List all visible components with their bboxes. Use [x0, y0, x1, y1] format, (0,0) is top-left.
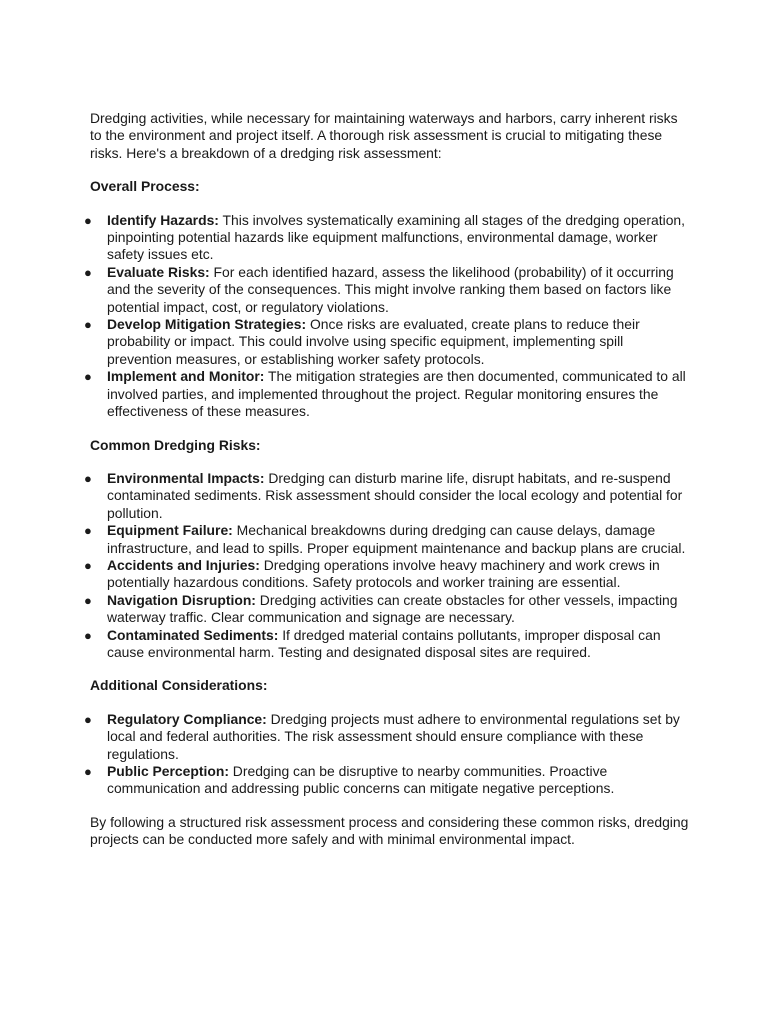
section-heading-common-risks: Common Dredging Risks:	[90, 436, 261, 453]
additional-considerations-list	[84, 710, 690, 798]
item-text: For each identified hazard, assess the likelihood (probability) of it occurring and the severity of the consequences. This might involve ranking them based on factors like potential impact, cost, or regulatory violations.	[107, 263, 674, 315]
list-item	[84, 626, 687, 662]
section-heading-additional-considerations: Additional Considerations:	[90, 677, 268, 694]
bullet-icon: ●	[84, 264, 92, 280]
bullet-icon: ●	[84, 592, 92, 608]
item-text: If dredged material contains pollutants, improper disposal can cause environmental harm. Testing and designated disposal sites are required.	[107, 626, 661, 660]
item-text: Dredging can be disruptive to nearby communities. Proactive communication and addressing public concerns can mitigate negative perceptions.	[107, 763, 615, 797]
list-item	[84, 591, 687, 627]
list-item	[84, 368, 687, 420]
item-text: This involves systematically examining all stages of the dredging operation, pinpointing potential hazards like equipment malfunctions, environmental damage, worker safety issues etc.	[107, 211, 686, 263]
intro-paragraph: Dredging activities, while necessary for maintaining waterways and harbors, carry inherent risks to the environment and project itself. A thorough risk assessment is crucial to mitigating these risks. Here's a breakdown of a dredging risk assessment:	[90, 110, 678, 161]
item-text: Dredging operations involve heavy machinery and work crews in potentially hazardous conditions. Safety protocols and worker training are essential.	[107, 556, 660, 591]
list-item	[84, 522, 687, 557]
document-page	[84, 110, 690, 849]
item-title: Regulatory Compliance:	[107, 710, 267, 727]
common-risks-list	[84, 469, 690, 661]
bullet-icon: ●	[84, 212, 92, 228]
item-text: Dredging can disturb marine life, disrupt habitats, and re-suspend contaminated sediments. Risk assessment should consider the local ecology and potential for pollution.	[107, 469, 683, 521]
list-item	[84, 469, 687, 522]
overall-process-list	[84, 211, 690, 421]
list-item	[84, 316, 687, 368]
item-text: Dredging projects must adhere to environmental regulations set by local and federal authorities. The risk assessment should ensure compliance with these regulations.	[107, 710, 680, 762]
item-title: Accidents and Injuries:	[107, 556, 260, 573]
item-title: Develop Mitigation Strategies:	[107, 316, 307, 333]
item-title: Public Perception:	[107, 763, 229, 779]
item-title: Contaminated Sediments:	[107, 626, 279, 643]
item-text: Once risks are evaluated, create plans to reduce their probability or impact. This could involve using specific equipment, implementing spill prevention measures, or establishing worker safety protocols.	[107, 316, 640, 367]
item-text: Mechanical breakdowns during dredging can cause delays, damage infrastructure, and lead to spills. Proper equipment maintenance and backup plans are crucial.	[107, 522, 686, 556]
bullet-icon: ●	[84, 711, 92, 727]
bullet-icon: ●	[84, 369, 92, 385]
list-item	[84, 211, 687, 264]
bullet-icon: ●	[84, 764, 92, 779]
bullet-icon: ●	[84, 523, 92, 539]
bullet-icon: ●	[84, 470, 92, 486]
item-title: Implement and Monitor:	[107, 368, 265, 385]
list-item	[84, 763, 687, 798]
list-item	[84, 556, 687, 592]
section-heading-overall-process: Overall Process:	[90, 178, 200, 195]
item-text: The mitigation strategies are then documented, communicated to all involved parties, and implemented throughout the project. Regular monitoring ensures the effectiveness of these measures.	[107, 368, 686, 420]
item-title: Evaluate Risks:	[107, 263, 210, 280]
bullet-icon: ●	[84, 317, 92, 333]
item-title: Equipment Failure:	[107, 522, 233, 539]
item-text: Dredging activities can create obstacles for other vessels, impacting waterway traffic. Clear communication and signage are necessary.	[107, 591, 678, 626]
item-title: Navigation Disruption:	[107, 591, 256, 608]
list-item	[84, 710, 687, 763]
closing-paragraph: By following a structured risk assessment process and considering these common risks, dredging projects can be conducted more safely and with minimal environmental impact.	[90, 813, 689, 848]
bullet-icon: ●	[84, 627, 92, 643]
bullet-icon: ●	[84, 557, 92, 573]
list-item	[84, 263, 687, 316]
item-title: Environmental Impacts:	[107, 469, 265, 486]
item-title: Identify Hazards:	[107, 211, 219, 228]
